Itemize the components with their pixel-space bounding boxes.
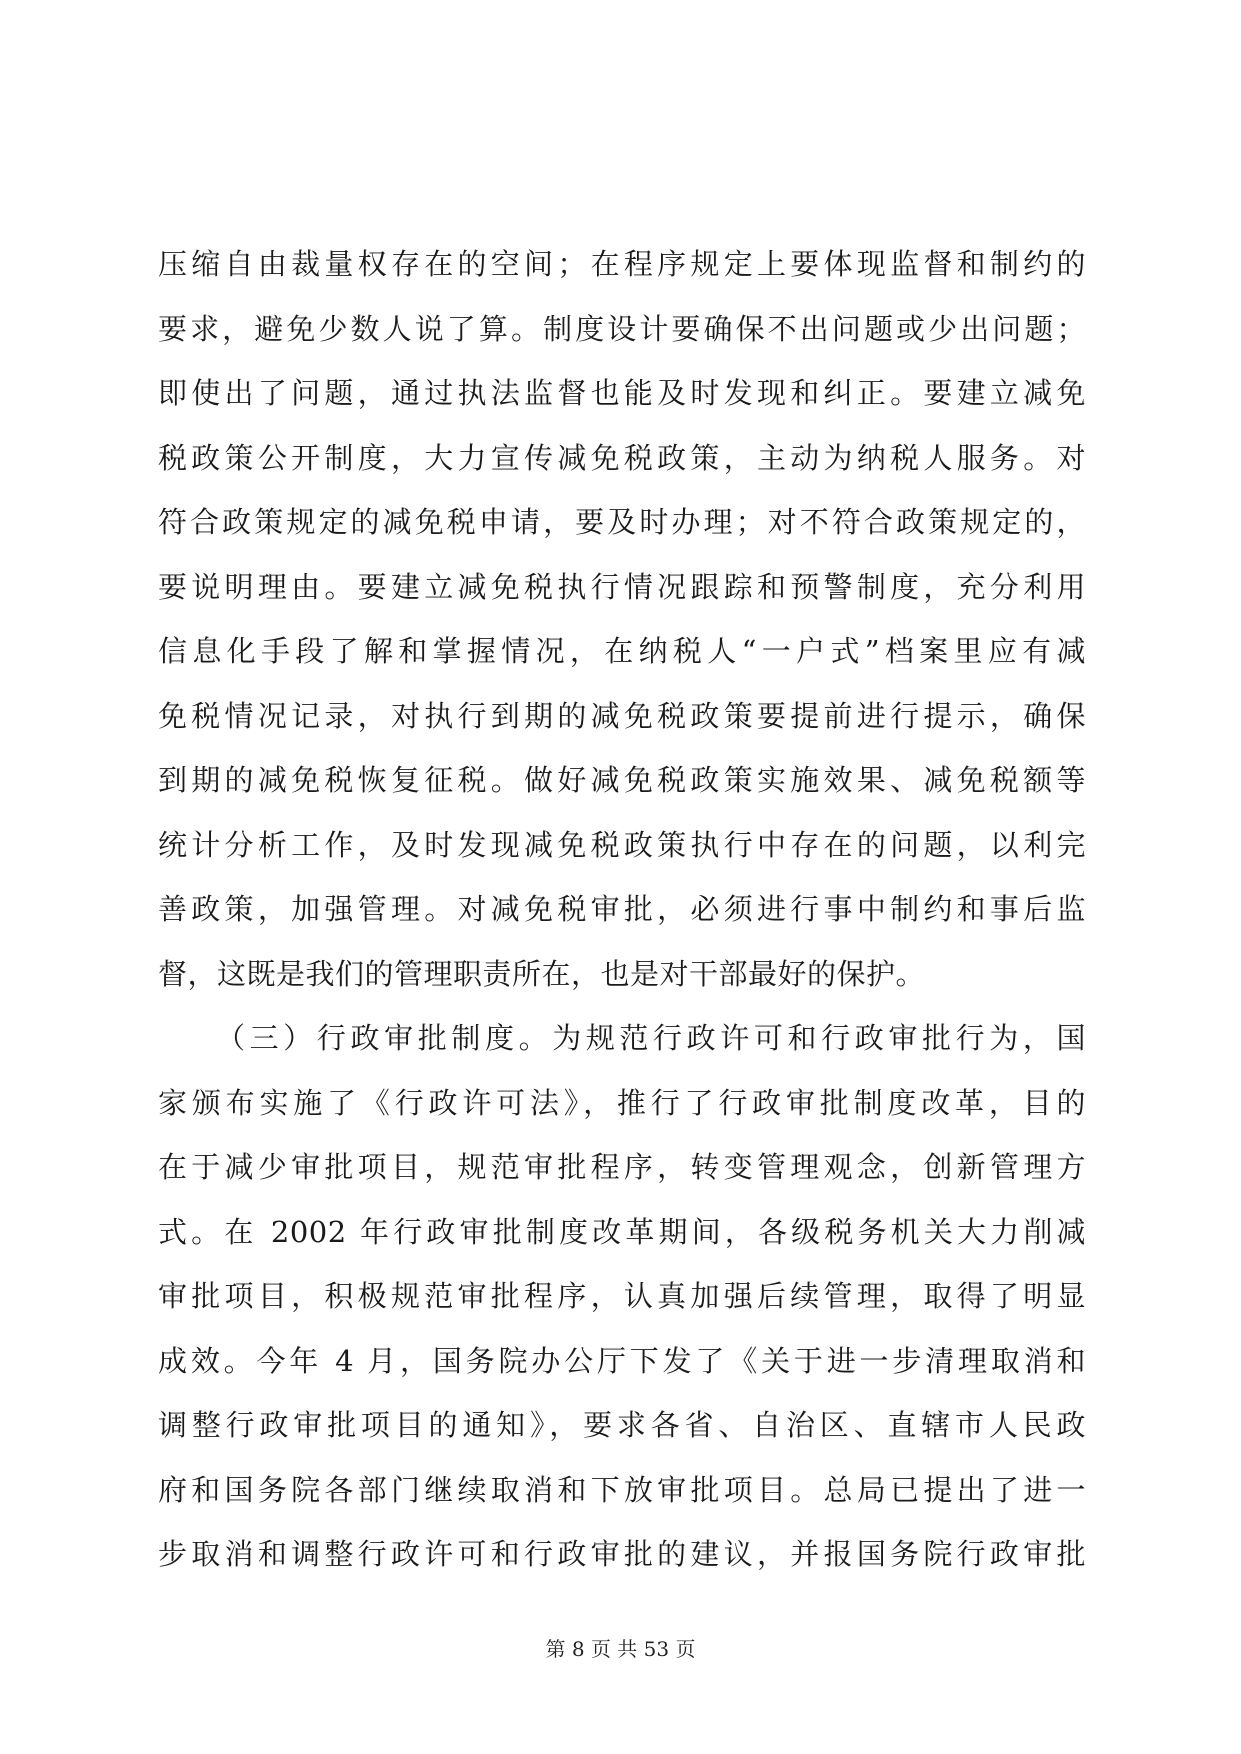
- text-line: 压缩自由裁量权存在的空间；在程序规定上要体现监督和制约的: [158, 247, 1086, 281]
- text-line: 家颁布实施了《行政许可法》，推行了行政审批制度改革，目的: [158, 1085, 1086, 1120]
- text-line: 善政策，加强管理。对减免税审批，必须进行事中制约和事后监: [158, 892, 1086, 926]
- text-line: 督，这既是我们的管理职责所在，也是对干部最好的保护。: [158, 956, 926, 991]
- text-line: 在于减少审批项目，规范审批程序，转变管理观念，创新管理方: [158, 1150, 1086, 1184]
- text-line: 步取消和调整行政许可和行政审批的建议，并报国务院行政审批: [158, 1537, 1086, 1571]
- text-line: 式。在 2002 年行政审批制度改革期间，各级税务机关大力削减: [158, 1214, 1086, 1249]
- text-line: 审批项目，积极规范审批程序，认真加强后续管理，取得了明显: [158, 1279, 1086, 1313]
- text-line: 税政策公开制度，大力宣传减免税政策，主动为纳税人服务。对: [158, 440, 1086, 475]
- text-line: 成效。今年 4 月，国务院办公厅下发了《关于进一步清理取消和: [158, 1343, 1086, 1378]
- text-line: 信息化手段了解和掌握情况，在纳税人“一户式”档案里应有减: [158, 634, 1086, 668]
- text-line: 即使出了问题，通过执法监督也能及时发现和纠正。要建立减免: [158, 376, 1086, 410]
- body-text: [158, 232, 1086, 1587]
- text-line: 到期的减免税恢复征税。做好减免税政策实施效果、减免税额等: [158, 763, 1086, 797]
- text-line: 符合政策规定的减免税申请，要及时办理；对不符合政策规定的，: [158, 505, 1086, 539]
- page-number-footer: 第 8 页 共 53 页: [545, 1637, 696, 1661]
- text-line: 要求，避免少数人说了算。制度设计要确保不出问题或少出问题；: [158, 311, 1086, 346]
- paragraph-first-line: （三）行政审批制度。为规范行政许可和行政审批行为，国: [216, 1021, 1086, 1055]
- text-line: 要说明理由。要建立减免税执行情况跟踪和预警制度，充分利用: [158, 569, 1086, 604]
- text-line: 免税情况记录，对执行到期的减免税政策要提前进行提示，确保: [158, 698, 1086, 733]
- text-line: 府和国务院各部门继续取消和下放审批项目。总局已提出了进一: [158, 1472, 1086, 1507]
- text-line: 统计分析工作，及时发现减免税政策执行中存在的问题，以利完: [158, 827, 1086, 862]
- text-line: 调整行政审批项目的通知》，要求各省、自治区、直辖市人民政: [158, 1408, 1086, 1442]
